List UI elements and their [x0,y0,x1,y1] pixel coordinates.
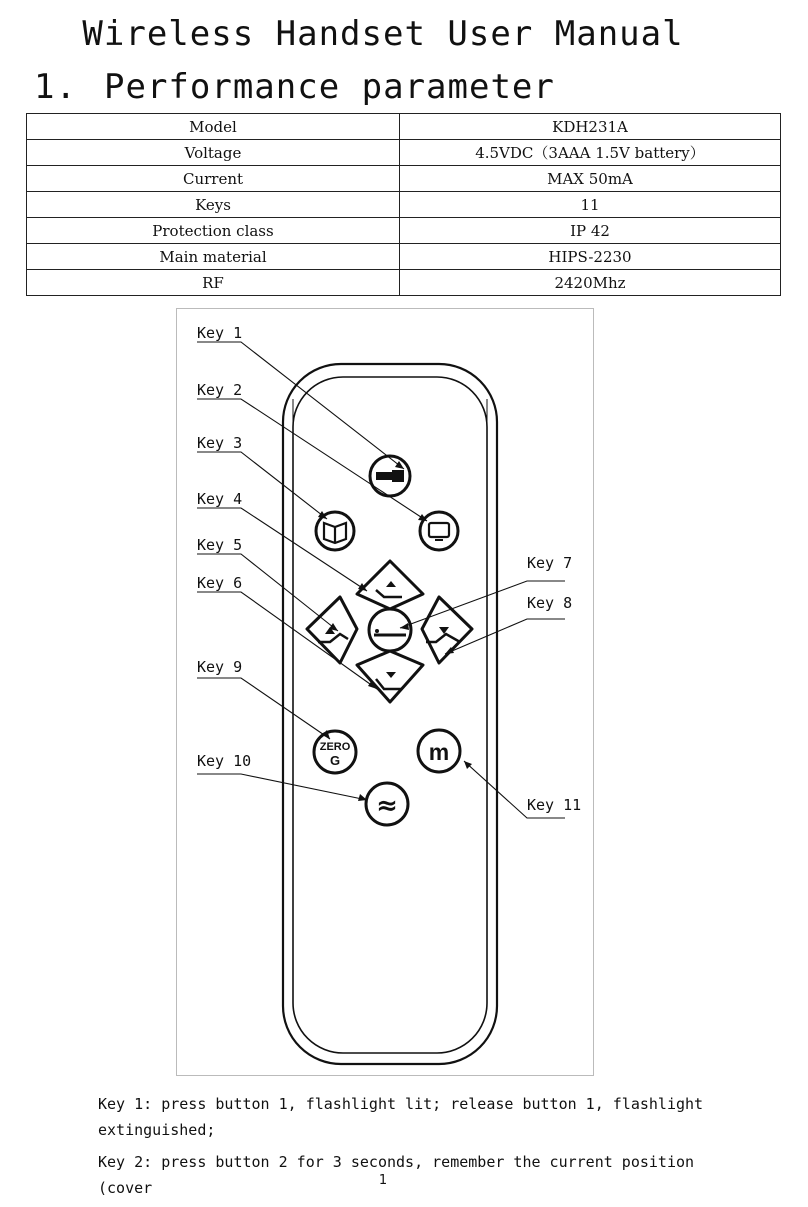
table-row [27,192,781,218]
performance-parameter-table [26,113,781,296]
key-2-description: Key 2: press button 2 for 3 seconds, remember the current position (cover [98,1153,695,1197]
leader-lines [197,342,565,818]
section-heading [34,67,555,107]
remote-diagram-svg [177,309,595,1077]
page-number: 1 [378,1173,388,1188]
remote-diagram [176,308,594,1076]
table-row [27,244,781,270]
param-value: 2420Mhz [400,270,781,296]
document-title: Wireless Handset User Manual [82,14,684,54]
param-value: IP 42 [400,218,781,244]
param-value: HIPS-2230 [400,244,781,270]
key-4-head-up-button [357,561,423,609]
param-label: Keys [27,192,400,218]
param-label: RF [27,270,400,296]
zero-g-label-top: ZERO [319,741,351,753]
key-10-massage-button [366,783,408,825]
key-2-tv-icon [420,512,458,550]
key-7-flat-button [369,609,411,651]
callout-key-6: Key 6 [197,574,243,592]
callout-key-7: Key 7 [527,554,573,572]
callout-key-1: Key 1 [197,324,243,342]
key-1-flashlight-button [370,456,410,496]
callout-key-8: Key 8 [527,594,573,612]
section-title: Performance parameter [104,67,555,107]
callout-key-2: Key 2 [197,381,243,399]
wave-key-label: ≈ [376,791,398,821]
table-row [27,218,781,244]
param-value: 11 [400,192,781,218]
callout-key-5: Key 5 [197,536,243,554]
key-9-zero-g-button [314,731,356,773]
param-label: Protection class [27,218,400,244]
param-label: Current [27,166,400,192]
table-row [27,114,781,140]
param-label: Voltage [27,140,400,166]
key-5-foot-up-button [307,597,357,663]
callout-key-11: Key 11 [527,796,582,814]
param-value: MAX 50mA [400,166,781,192]
m-key-label: m [428,739,450,765]
key-6-head-down-button [357,651,423,702]
param-value: 4.5VDC（3AAA 1.5V battery） [400,140,781,166]
table-row [27,140,781,166]
table-row [27,270,781,296]
callout-key-3: Key 3 [197,434,243,452]
zero-g-label-bottom: G [329,753,341,768]
table-row [27,166,781,192]
param-value: KDH231A [400,114,781,140]
remote-outline [283,364,497,1064]
param-label: Model [27,114,400,140]
key-1-description: Key 1: press button 1, flashlight lit; release button 1, flashlight extinguished; [98,1095,704,1139]
key-11-memory-button [418,730,460,772]
callout-key-9: Key 9 [197,658,243,676]
callout-key-10: Key 10 [197,752,252,770]
section-number: 1. [34,67,77,107]
param-label: Main material [27,244,400,270]
callout-key-4: Key 4 [197,490,243,508]
